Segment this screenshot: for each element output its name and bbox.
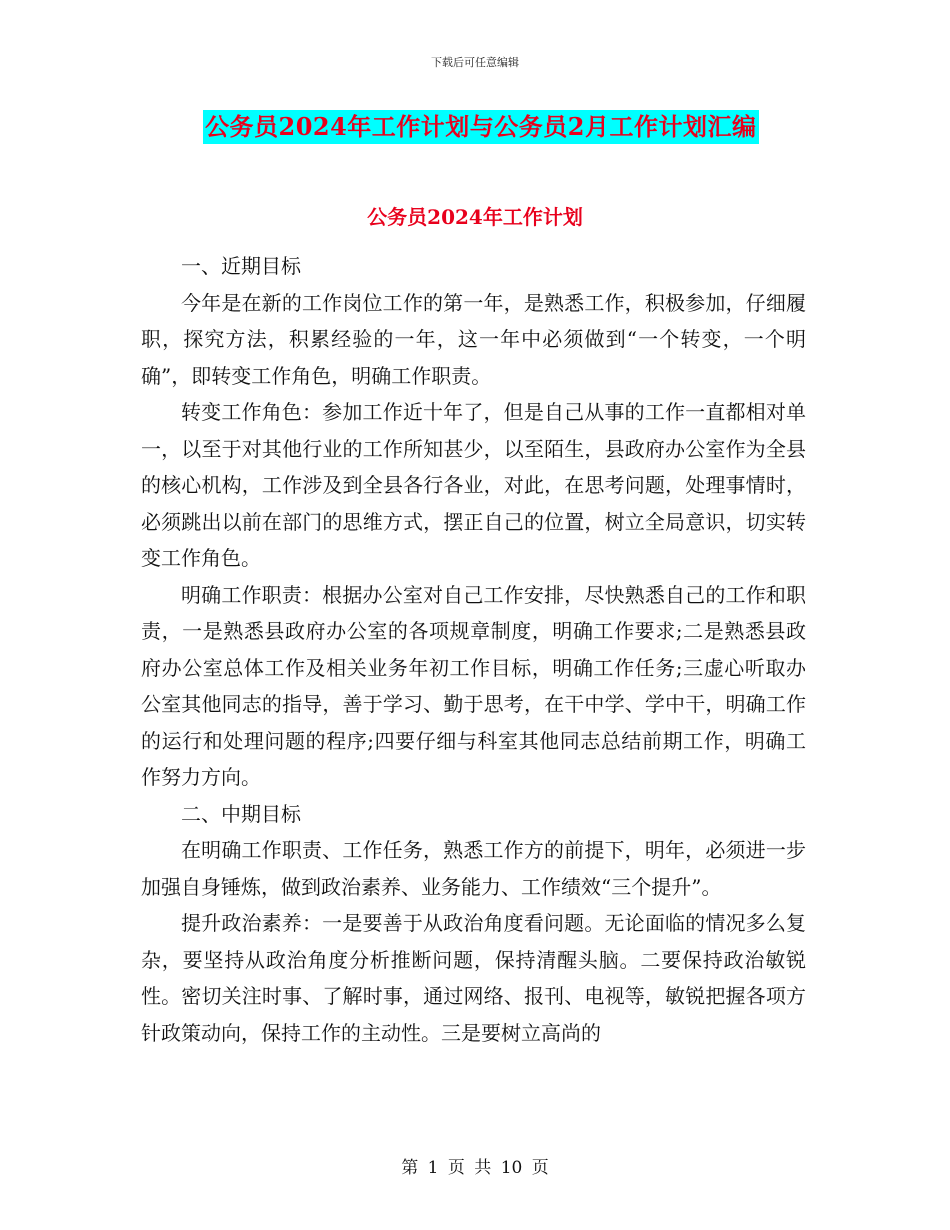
paragraph: 提升政治素养：一是要善于从政治角度看问题。无论面临的情况多么复杂，要坚持从政治角度分析推断问题，保持清醒头脑。二要保持政治敏锐性。密切关注时事、了解时事，通过网络、报刊、电视等，敏锐把握各项方针政策动向，保持工作的主动性。三是要树立高尚的 xyxy=(141,911,806,1045)
paragraph-heading-2: 二、中期目标 xyxy=(181,801,301,826)
paragraph: 今年是在新的工作岗位工作的第一年，是熟悉工作，积极参加，仔细履职，探究方法，积累经验的一年，这一年中必须做到“一个转变，一个明确”，即转变工作角色，明确工作职责。 xyxy=(141,290,806,388)
paragraph-heading-1: 一、近期目标 xyxy=(181,254,301,278)
paragraph: 明确工作职责：根据办公室对自己工作安排，尽快熟悉自己的工作和职责，一是熟悉县政府办公室的各项规章制度，明确工作要求;二是熟悉县政府办公室总体工作及相关业务年初工作目标，明确工作任务;三虚心听取办公室其他同志的指导，善于学习、勤于思考，在干中学、学中干，明确工作的运行和处理问题的程序;四要仔细与科室其他同志总结前期工作，明确工作努力方向。 xyxy=(141,582,806,789)
header-note: 下载后可任意编辑 xyxy=(431,56,519,69)
section-title: 公务员2024年工作计划 xyxy=(367,205,583,229)
paragraph: 在明确工作职责、工作任务，熟悉工作方的前提下，明年，必须进一步加强自身锤炼，做到政治素养、业务能力、工作绩效“三个提升”。 xyxy=(141,838,806,899)
paragraph: 转变工作角色：参加工作近十年了，但是自己从事的工作一直都相对单一，以至于对其他行业的工作所知甚少，以至陌生，县政府办公室作为全县的核心机构，工作涉及到全县各行各业，对此，在思考问题，处理事情时，必须跳出以前在部门的思维方式，摆正自己的位置，树立全局意识，切实转变工作角色。 xyxy=(141,400,806,570)
document-title: 公务员2024年工作计划与公务员2月工作计划汇编 xyxy=(203,110,759,144)
page-number-footer: 第 1 页 共 10 页 xyxy=(401,1158,549,1178)
document-body xyxy=(141,248,806,1051)
